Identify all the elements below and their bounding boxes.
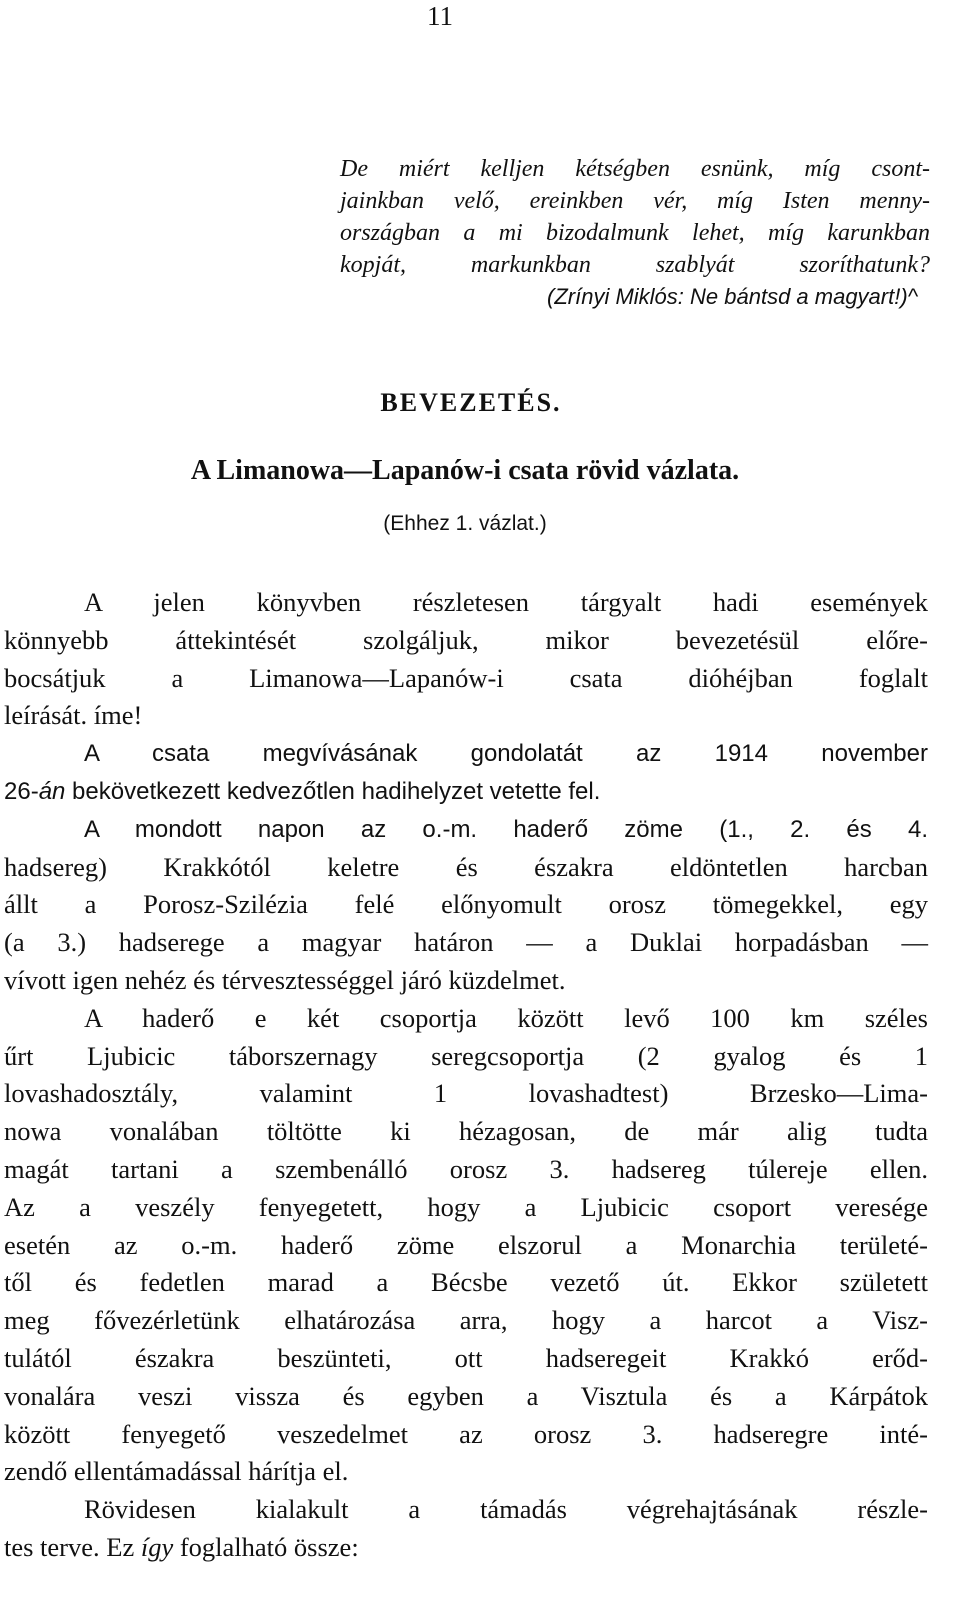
emphasis-text: így (140, 1531, 174, 1562)
body-line: vonalára veszi vissza és egyben a Visztula és a Kárpátok (4, 1380, 928, 1411)
body-line: től és fedetlen marad a Bécsbe vezető út. Ekkor született (4, 1267, 928, 1298)
body-fragment: foglalható össze: (173, 1531, 359, 1562)
body-line: A mondott napon az o.-m. haderő zöme (1., 2. és 4. (84, 815, 928, 843)
chapter-title: A Limanowa—Lapanów-i csata rövid vázlata. (190, 455, 740, 486)
body-line (4, 773, 928, 811)
body-line: nowa vonalában töltötte ki hézagosan, de már alig tudta (4, 1116, 928, 1147)
body-line: tulától északra beszünteti, ott hadseregeit Krakkó erőd- (4, 1342, 928, 1373)
body-line: lovashadosztály, valamint 1 lovashadtest) Brzesko—Lima- (4, 1078, 928, 1109)
epigraph-line: országban a mi bizodalmunk lehet, míg karunkban (340, 220, 930, 246)
body-line: hadsereg) Krakkótól keletre és északra eldöntetlen harcban (4, 851, 928, 882)
body-line: zendő ellentámadással hárítja el. (4, 1456, 349, 1487)
body-line: között fenyegető veszedelmet az orosz 3. hadseregre inté- (4, 1418, 928, 1449)
body-line: bocsátjuk a Limanowa—Lapanów-i csata dióhéjban foglalt (4, 662, 928, 693)
body-line: könnyebb áttekintését szolgáljuk, mikor bevezetésül előre- (4, 624, 928, 655)
epigraph-line: De miért kelljen kétségben esnünk, míg csont- (340, 156, 930, 182)
emphasis-text: án (38, 777, 66, 805)
body-line: esetén az o.-m. haderő zöme elszorul a Monarchia területé- (4, 1229, 928, 1260)
body-line: leírását. íme! (4, 700, 143, 731)
body-line: űrt Ljubicic táborszernagy seregcsoportja (2 gyalog és 1 (4, 1040, 928, 1071)
body-line: vívott igen nehéz és térvesztességgel járó küzdelmet. (4, 964, 566, 995)
body-line: (a 3.) hadserege a magyar határon — a Duklai horpadásban — (4, 927, 928, 958)
epigraph-line: kopját, markunkban szablyát szoríthatunk? (340, 252, 930, 278)
body-line: A jelen könyvben részletesen tárgyalt hadi események (84, 587, 928, 617)
body-fragment: 26- (4, 777, 39, 805)
body-line: állt a Porosz-Szilézia felé előnyomult orosz tömegekkel, egy (4, 889, 928, 920)
body-line: A csata megvívásának gondolatát az 1914 november (84, 740, 928, 768)
page-number: 11 (427, 1, 453, 31)
body-line (4, 1529, 928, 1567)
body-line: A haderő e két csoportja között levő 100 km széles (84, 1002, 928, 1033)
epigraph-source: (Zrínyi Miklós: Ne bántsd a magyart!)^ (547, 284, 918, 309)
body-line: Rövidesen kialakult a támadás végrehajtásának részle- (84, 1494, 928, 1525)
epigraph (340, 153, 930, 313)
section-heading: BEVEZETÉS. (380, 388, 562, 417)
body-line: meg fővezérletünk elhatározása arra, hogy a harcot a Visz- (4, 1305, 928, 1336)
sketch-reference-note: (Ehhez 1. vázlat.) (383, 512, 547, 535)
epigraph-line: jainkban velő, ereinkben vér, míg Isten menny- (340, 188, 930, 214)
body-line: magát tartani a szembenálló orosz 3. hadsereg túlereje ellen. (4, 1153, 928, 1184)
body-line: Az a veszély fenyegetett, hogy a Ljubicic csoport veresége (4, 1191, 928, 1222)
body-text (4, 584, 928, 1567)
body-fragment: bekövetkezett kedvezőtlen hadihelyzet vetette fel. (65, 777, 601, 805)
body-fragment: tes terve. Ez (4, 1531, 141, 1562)
